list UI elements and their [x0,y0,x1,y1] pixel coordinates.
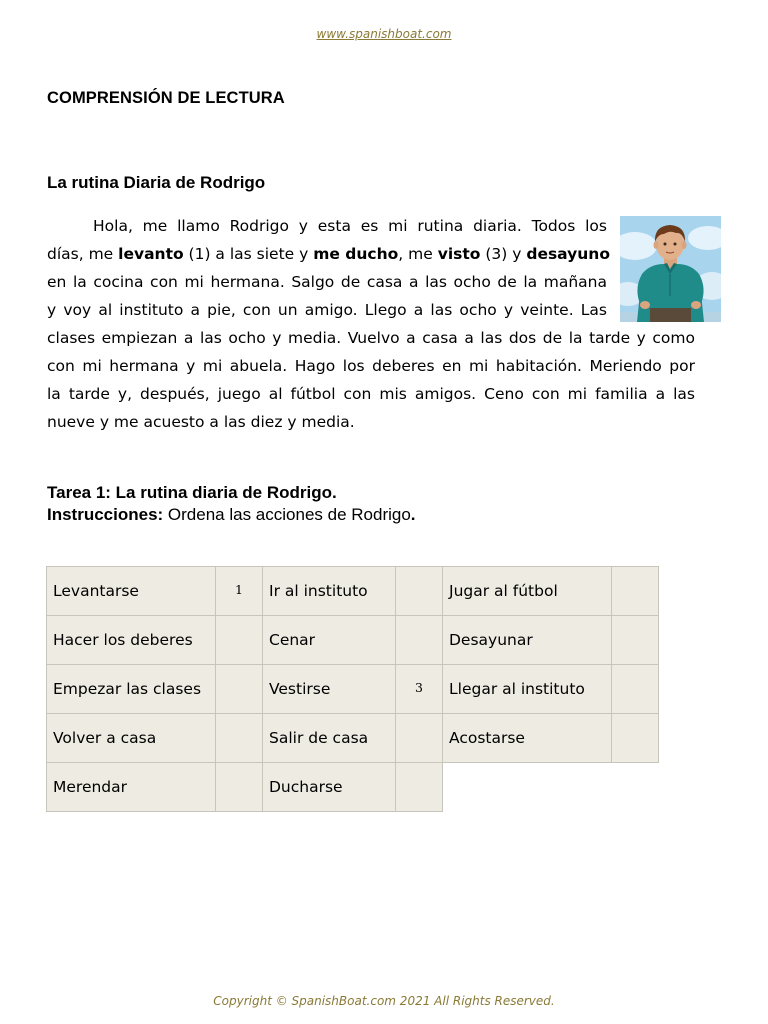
website-link[interactable]: www.spanishboat.com [316,27,452,41]
order-number-cell[interactable] [216,616,263,665]
order-number-cell[interactable] [612,665,659,714]
action-label-cell: Jugar al fútbol [443,567,612,616]
order-number-cell[interactable] [396,616,443,665]
keyword-desayuno: desayuno [526,245,610,263]
order-number-cell[interactable] [396,567,443,616]
story-title: La rutina Diaria de Rodrigo [47,173,266,192]
copyright-footer: Copyright © SpanishBoat.com 2021 All Rights Reserved. [213,994,555,1008]
story-line: Hola, me llamo Rodrigo y esta es mi rutina diaria. Todos los [93,217,607,235]
page-title: COMPRENSIÓN DE LECTURA [47,89,285,107]
order-number-cell[interactable] [612,567,659,616]
action-label-cell: Llegar al instituto [443,665,612,714]
story-line: días, me levanto (1) a las siete y me ducho, me visto (3) y desayuno [47,245,610,263]
actions-table [46,566,659,812]
boy-portrait-icon [620,216,721,322]
action-label-cell: Ir al instituto [263,567,396,616]
story-line: clases empiezan a las ocho y media. Vuelvo a casa a las dos de la tarde y como [47,329,695,347]
instructions: Instrucciones: Ordena las acciones de Rodrigo. [47,505,416,524]
table-row [47,665,659,714]
action-label-cell: Salir de casa [263,714,396,763]
order-number-cell[interactable] [612,616,659,665]
order-number-cell[interactable] [216,665,263,714]
story-text [47,212,697,436]
order-number-cell[interactable]: 3 [396,665,443,714]
table-row [47,616,659,665]
keyword-me-ducho: me ducho [313,245,399,263]
action-label-cell: Volver a casa [47,714,216,763]
table-row [47,763,659,812]
order-number-cell[interactable] [216,714,263,763]
table-row [47,714,659,763]
keyword-visto: visto [437,245,481,263]
empty-cell [443,763,659,812]
story-line: y voy al instituto a pie, con un amigo. Llego a las ocho y veinte. Las [47,301,607,319]
instructions-label: Instrucciones: [47,505,164,524]
task-title: Tarea 1: La rutina diaria de Rodrigo. [47,483,337,502]
keyword-levanto: levanto [118,245,184,263]
table-row [47,567,659,616]
order-number-cell[interactable] [396,763,443,812]
action-label-cell: Levantarse [47,567,216,616]
story-line: en la cocina con mi hermana. Salgo de casa a las ocho de la mañana [47,273,607,291]
story-line: con mi hermana y mi abuela. Hago los deberes en mi habitación. Meriendo por [47,357,695,375]
action-label-cell: Merendar [47,763,216,812]
order-number-cell[interactable] [216,763,263,812]
action-label-cell: Hacer los deberes [47,616,216,665]
action-label-cell: Empezar las clases [47,665,216,714]
story-line: nueve y me acuesto a las diez y media. [47,413,355,431]
order-number-cell[interactable] [396,714,443,763]
order-number-cell[interactable]: 1 [216,567,263,616]
story-line: la tarde y, después, juego al fútbol con mis amigos. Ceno con mi familia a las [47,385,695,403]
action-label-cell: Vestirse [263,665,396,714]
action-label-cell: Ducharse [263,763,396,812]
action-label-cell: Desayunar [443,616,612,665]
order-number-cell[interactable] [612,714,659,763]
action-label-cell: Cenar [263,616,396,665]
action-label-cell: Acostarse [443,714,612,763]
instructions-text: Ordena las acciones de Rodrigo [163,505,411,524]
